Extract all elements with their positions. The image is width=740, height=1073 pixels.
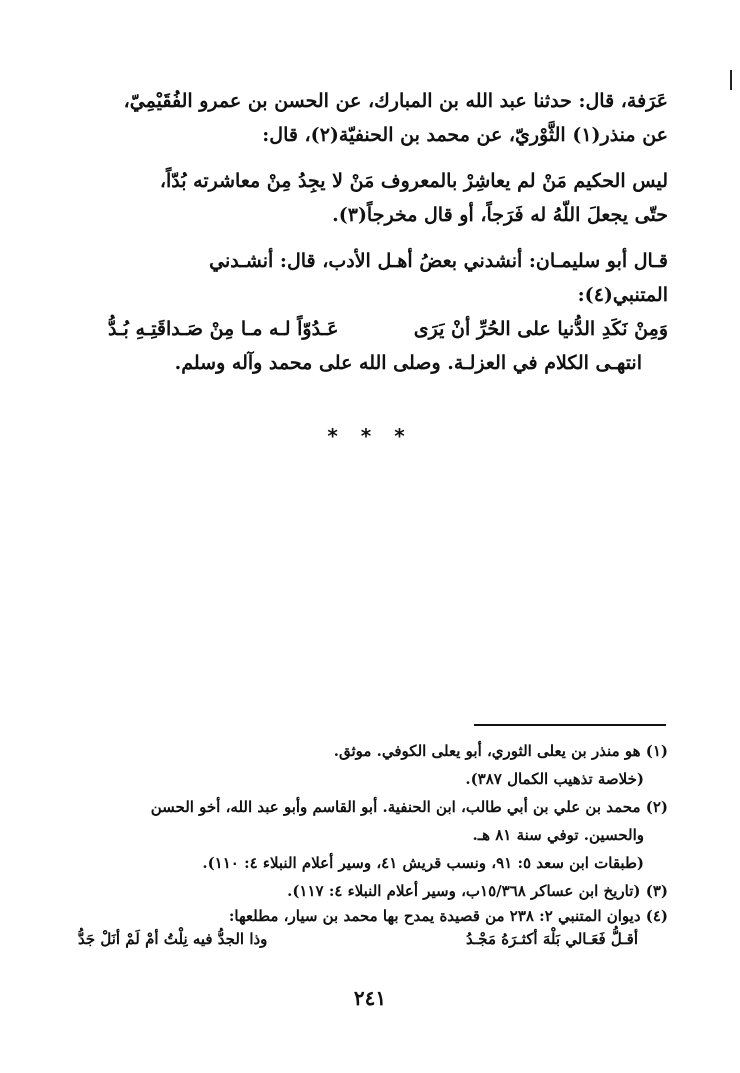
text-line-3: ليس الحكيم مَنْ لم يعاشِرْ بالمعروف مَنْ لا يجِدُ مِنْ معاشرته بُدّاً، bbox=[159, 170, 668, 192]
page-edge-mark bbox=[730, 70, 732, 90]
verse-second-hemistich: عَـدُوّاً لـه مـا مِنْ صَـداقَتِـهِ بُـدُّ bbox=[108, 318, 339, 340]
text-line-6: المتنبي(٤): bbox=[577, 284, 668, 306]
text-line-4: حتّى يجعلَ اللّهُ له فَرَجاً، أو قال مخرجاً(٣). bbox=[332, 204, 668, 226]
section-divider-stars: * * * bbox=[327, 424, 413, 448]
poem-verse bbox=[108, 312, 668, 346]
footnote-4: (٤) ديوان المتنبي ٢: ٢٣٨ من قصيدة يمدح بها محمد بن سيار، مطلعها: bbox=[228, 907, 668, 925]
text-line-2: عن منذر(١) الثَّوْريّ، عن محمد بن الحنفيّة(٢)، قال: bbox=[262, 124, 668, 146]
footnote-2-source: (طبقات ابن سعد ٥: ٩١، ونسب قريش ٤١، وسير أعلام النبلاء ٤: ١١٠). bbox=[202, 854, 644, 872]
footnote-3: (٣) (تاريخ ابن عساكر ١٥/٣٦٨ب، وسير أعلام النبلاء ٤: ١١٧). bbox=[287, 882, 668, 900]
verse-first-hemistich: وَمِنْ نَكَدِ الدُّنيا على الحُرِّ أنْ يَرَى bbox=[413, 318, 668, 340]
footnote-1-source: (خلاصة تذهيب الكمال ٣٨٧). bbox=[465, 770, 644, 788]
footnote-2: (٢) محمد بن علي بن أبي طالب، ابن الحنفية. أبو القاسم وأبو عبد الله، أخو الحسن bbox=[150, 798, 668, 816]
quote-text bbox=[68, 164, 668, 232]
footnote-1: (١) هو منذر بن يعلى الثوري، أبو يعلى الكوفي. موثق. bbox=[333, 742, 668, 760]
main-text bbox=[68, 84, 668, 152]
footnote-verse-first-hemistich: أقـلُّ فَعَـالي بَلْهَ أكثـرَهُ مَجْـدُ bbox=[466, 930, 638, 948]
page-number: ٢٤١ bbox=[353, 986, 387, 1010]
narration-text bbox=[68, 244, 668, 380]
footnotes bbox=[48, 737, 668, 951]
text-line-8: انتهـى الكلام في العزلـة. وصلى الله على محمد وآله وسلم. bbox=[174, 352, 642, 374]
footnote-4-verse bbox=[78, 927, 668, 951]
footnote-rule bbox=[474, 724, 666, 726]
footnote-verse-second-hemistich: وذا الجدُّ فيه نِلْتُ أمْ لَمْ أنَلْ جَدُّ bbox=[78, 930, 268, 948]
footnote-2-cont: والحسين. توفي سنة ٨١ هـ. bbox=[472, 826, 644, 844]
text-line-5: قـال أبو سليمـان: أنشدني بعضُ أهـل الأدب، قال: أنشـدني bbox=[209, 250, 668, 272]
text-line-1: عَرَفة، قال: حدثنا عبد الله بن المبارك، عن الحسن بن عمرو الفُقَيْمِيّ، bbox=[123, 90, 668, 112]
